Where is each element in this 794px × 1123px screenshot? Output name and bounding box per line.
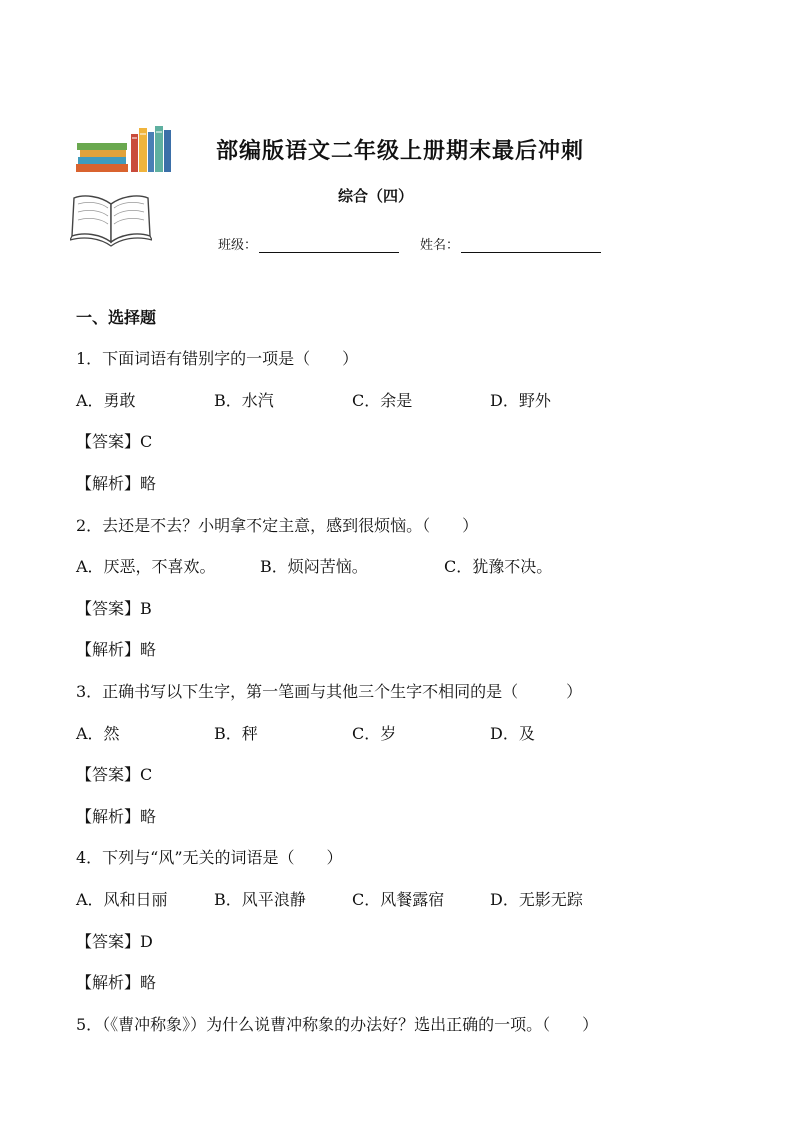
name-field[interactable] (420, 234, 601, 253)
option: A．厌恶，不喜欢。 (76, 557, 216, 576)
answer: 【答案】C (76, 432, 153, 451)
books-stack-icon (76, 124, 176, 174)
answer: 【答案】B (76, 599, 152, 618)
option: C．余是 (352, 391, 413, 410)
question-stem: 5．（《曹冲称象》）为什么说曹冲称象的办法好？选出正确的一项。（ ） (76, 1015, 599, 1034)
option: B．秤 (214, 724, 258, 743)
option: D．及 (490, 724, 535, 743)
page-subtitle: 综合（四） (338, 187, 414, 205)
option: D．无影无踪 (490, 890, 583, 909)
option: C．岁 (352, 724, 397, 743)
name-label: 姓名： (420, 238, 460, 253)
option: A．风和日丽 (76, 890, 168, 909)
option: B．水汽 (214, 391, 274, 410)
analysis: 【解析】略 (76, 474, 157, 493)
question-stem: 2．去还是不去？小明拿不定主意，感到很烦恼。（ ） (76, 516, 479, 535)
question-stem: 4．下列与“风”无关的词语是（ ） (76, 848, 343, 867)
option: A．勇敢 (76, 391, 136, 410)
option: C．风餐露宿 (352, 890, 445, 909)
question-options (76, 554, 552, 577)
option: D．野外 (490, 391, 551, 410)
option: A．然 (76, 724, 120, 743)
page-title: 部编版语文二年级上册期末最后冲刺 (216, 139, 585, 164)
open-book-icon (70, 190, 152, 248)
class-label: 班级： (218, 238, 258, 253)
question-options (76, 721, 535, 744)
answer: 【答案】C (76, 765, 153, 784)
analysis: 【解析】略 (76, 640, 157, 659)
question-stem: 1．下面词语有错别字的一项是（ ） (76, 349, 359, 368)
class-input-line[interactable] (259, 238, 399, 253)
question-options (76, 887, 583, 910)
analysis: 【解析】略 (76, 807, 157, 826)
question-options (76, 388, 551, 411)
analysis: 【解析】略 (76, 973, 157, 992)
option: C．犹豫不决。 (444, 557, 553, 576)
class-field[interactable] (218, 234, 399, 253)
option: B．烦闷苦恼。 (260, 557, 368, 576)
option: B．风平浪静 (214, 890, 306, 909)
section-title: 一、选择题 (76, 308, 157, 327)
answer: 【答案】D (76, 932, 153, 951)
question-stem: 3．正确书写以下生字，第一笔画与其他三个生字不相同的是（ ） (76, 682, 583, 701)
name-input-line[interactable] (461, 238, 601, 253)
